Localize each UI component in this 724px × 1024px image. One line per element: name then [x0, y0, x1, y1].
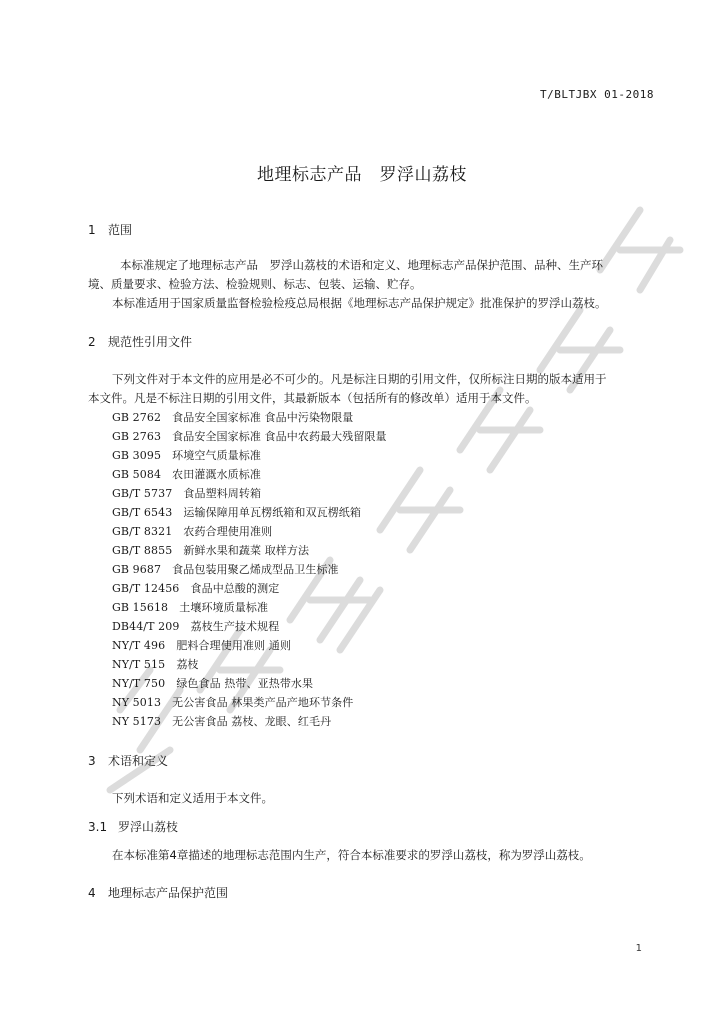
reference-item: GB/T 8855 新鲜水果和蔬菜 取样方法	[112, 544, 310, 557]
section-number: 4	[88, 886, 96, 900]
reference-item: NY/T 515 荔枝	[112, 658, 199, 671]
subsection-3-1-heading	[88, 818, 178, 835]
reference-item: GB/T 5737 食品塑料周转箱	[112, 487, 262, 500]
reference-item: GB 9687 食品包装用聚乙烯成型品卫生标准	[112, 563, 339, 576]
reference-item: GB 15618 土壤环境质量标准	[112, 601, 269, 614]
section-2-paragraph-line-2: 本文件。凡是不标注日期的引用文件，其最新版本（包括所有的修改单）适用于本文件。	[88, 391, 537, 405]
reference-item: GB 2762 食品安全国家标准 食品中污染物限量	[112, 411, 354, 424]
reference-item: NY 5173 无公害食品 荔枝、龙眼、红毛丹	[112, 715, 332, 728]
section-2-heading	[88, 333, 192, 350]
standard-code: T/BLTJBX 01-2018	[540, 88, 654, 101]
reference-item: GB/T 12456 食品中总酸的测定	[112, 582, 280, 595]
section-3-heading	[88, 752, 168, 769]
section-title: 地理标志产品保护范围	[108, 886, 229, 900]
subsection-3-1-paragraph: 在本标准第4章描述的地理标志范围内生产，符合本标准要求的罗浮山荔枝，称为罗浮山荔枝。	[112, 848, 591, 862]
section-number: 2	[88, 335, 96, 349]
section-2-paragraph-line-1: 下列文件对于本文件的应用是必不可少的。凡是标注日期的引用文件，仅所标注日期的版本适用于	[112, 372, 607, 386]
section-1-paragraph-1-line-1: 本标准规定了地理标志产品 罗浮山荔枝的术语和定义、地理标志产品保护范围、品种、生产环	[120, 258, 603, 272]
section-title: 术语和定义	[108, 754, 169, 768]
section-4-heading	[88, 884, 228, 901]
reference-item: GB/T 6543 运输保障用单瓦楞纸箱和双瓦楞纸箱	[112, 506, 362, 519]
reference-item: GB 2763 食品安全国家标准 食品中农药最大残留限量	[112, 430, 387, 443]
section-3-paragraph: 下列术语和定义适用于本文件。	[112, 791, 273, 805]
reference-item: NY 5013 无公害食品 林果类产品产地环节条件	[112, 696, 354, 709]
section-number: 3	[88, 754, 96, 768]
section-1-paragraph-1-line-2: 境、质量要求、检验方法、检验规则、标志、包装、运输、贮存。	[88, 277, 422, 291]
reference-item: NY/T 496 肥料合理使用准则 通则	[112, 639, 291, 652]
document-title: 地理标志产品 罗浮山荔枝	[257, 165, 467, 185]
reference-item: GB 5084 农田灌溉水质标准	[112, 468, 261, 481]
page-number: 1	[635, 943, 642, 954]
reference-item: GB 3095 环境空气质量标准	[112, 449, 261, 462]
reference-item: DB44/T 209 荔枝生产技术规程	[112, 620, 280, 633]
subsection-title: 罗浮山荔枝	[118, 820, 179, 834]
reference-item: NY/T 750 绿色食品 热带、亚热带水果	[112, 677, 314, 690]
subsection-number: 3.1	[88, 820, 108, 834]
section-number: 1	[88, 223, 96, 237]
section-1-heading	[88, 221, 132, 238]
reference-item: GB/T 8321 农药合理使用准则	[112, 525, 273, 538]
section-1-paragraph-2: 本标准适用于国家质量监督检验检疫总局根据《地理标志产品保护规定》批准保护的罗浮山荔枝。	[112, 296, 607, 310]
section-title: 规范性引用文件	[108, 335, 193, 349]
section-title: 范围	[108, 223, 133, 237]
